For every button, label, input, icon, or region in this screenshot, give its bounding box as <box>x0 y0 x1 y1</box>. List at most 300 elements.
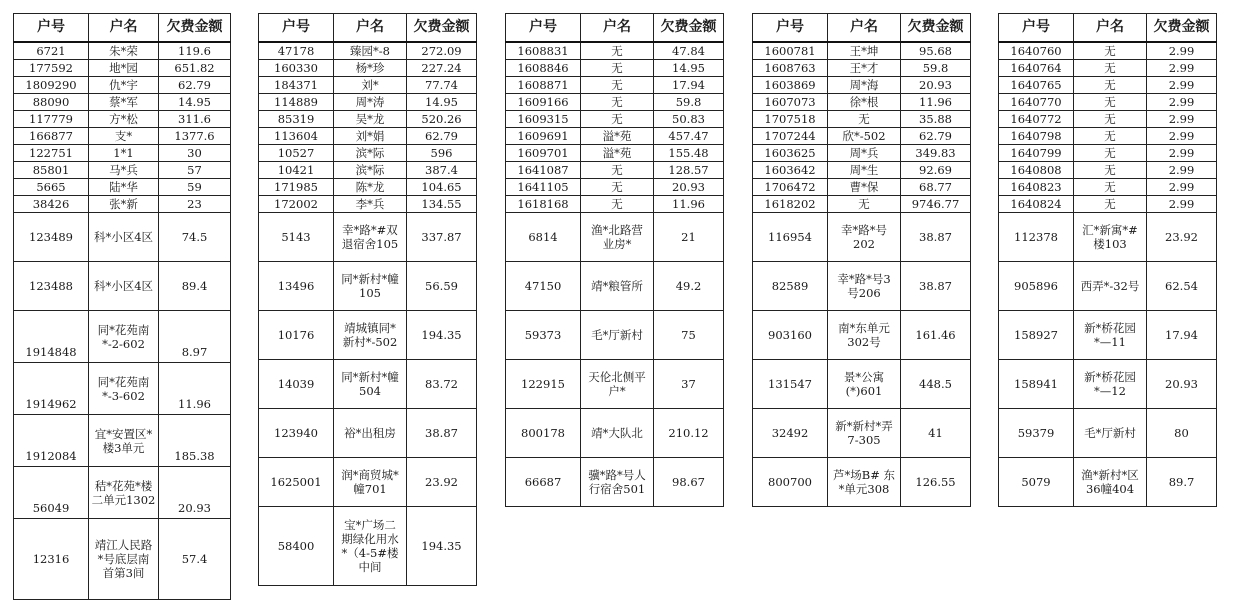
cell-arrears-amount: 2.99 <box>1147 162 1217 179</box>
cell-account-no: 58400 <box>259 507 334 586</box>
cell-arrears-amount: 194.35 <box>407 507 477 586</box>
cell-account-no: 85801 <box>14 162 89 179</box>
cell-arrears-amount: 520.26 <box>407 111 477 128</box>
cell-arrears-amount: 387.4 <box>407 162 477 179</box>
cell-account-no: 1640760 <box>999 42 1074 60</box>
cell-account-no: 123488 <box>14 262 89 311</box>
cell-account-name: 刘*娟 <box>334 128 407 145</box>
cell-account-no: 1609315 <box>506 111 581 128</box>
table-row <box>999 262 1217 311</box>
cell-account-name: 无 <box>1074 77 1147 94</box>
cell-account-name: 无 <box>1074 162 1147 179</box>
cell-arrears-amount: 596 <box>407 145 477 162</box>
table-row <box>14 519 231 600</box>
cell-account-name: 滨*际 <box>334 162 407 179</box>
table-row <box>506 360 724 409</box>
table-row <box>259 128 477 145</box>
table-row <box>753 77 971 94</box>
cell-arrears-amount: 337.87 <box>407 213 477 262</box>
header-account-no: 户号 <box>14 14 89 43</box>
table-row <box>506 42 724 60</box>
cell-account-no: 1640764 <box>999 60 1074 77</box>
cell-account-no: 10527 <box>259 145 334 162</box>
table-row <box>14 42 231 60</box>
cell-account-no: 1603625 <box>753 145 828 162</box>
header-account-name: 户名 <box>828 14 901 43</box>
table-row <box>14 162 231 179</box>
cell-account-name: 新*新村*弄 7-305 <box>828 409 901 458</box>
cell-arrears-amount: 35.88 <box>901 111 971 128</box>
table-row <box>259 145 477 162</box>
table-row <box>506 94 724 111</box>
table-row <box>506 409 724 458</box>
cell-arrears-amount: 17.94 <box>1147 311 1217 360</box>
cell-account-no: 85319 <box>259 111 334 128</box>
cell-account-name: 溢*苑 <box>581 145 654 162</box>
header-arrears-amount: 欠费金额 <box>407 14 477 43</box>
cell-account-name: 无 <box>1074 145 1147 162</box>
cell-account-no: 38426 <box>14 196 89 213</box>
cell-arrears-amount: 92.69 <box>901 162 971 179</box>
table-row <box>14 467 231 519</box>
header-row <box>753 14 971 43</box>
cell-arrears-amount: 20.93 <box>654 179 724 196</box>
cell-account-no: 158927 <box>999 311 1074 360</box>
cell-account-no: 1603869 <box>753 77 828 94</box>
arrears-table-5 <box>998 13 1217 507</box>
table-row <box>259 458 477 507</box>
table-row <box>14 415 231 467</box>
table-row <box>999 111 1217 128</box>
table-row <box>753 94 971 111</box>
cell-account-name: 支* <box>89 128 159 145</box>
header-arrears-amount: 欠费金额 <box>159 14 231 43</box>
cell-arrears-amount: 448.5 <box>901 360 971 409</box>
cell-arrears-amount: 8.97 <box>159 311 231 363</box>
cell-account-no: 1640798 <box>999 128 1074 145</box>
cell-arrears-amount: 11.96 <box>159 363 231 415</box>
cell-account-name: 王*坤 <box>828 42 901 60</box>
cell-account-name: 朱*荣 <box>89 42 159 60</box>
cell-arrears-amount: 62.79 <box>407 128 477 145</box>
cell-account-name: 仇*宇 <box>89 77 159 94</box>
cell-arrears-amount: 41 <box>901 409 971 458</box>
table-row <box>753 145 971 162</box>
table-row <box>14 145 231 162</box>
cell-account-no: 1914962 <box>14 363 89 415</box>
table-row <box>506 213 724 262</box>
cell-account-name: 同*花苑南 *-2-602 <box>89 311 159 363</box>
cell-account-no: 116954 <box>753 213 828 262</box>
cell-account-name: 周*兵 <box>828 145 901 162</box>
table-row <box>14 94 231 111</box>
table-row <box>999 77 1217 94</box>
table-row <box>259 162 477 179</box>
cell-account-name: 方*松 <box>89 111 159 128</box>
cell-account-no: 122915 <box>506 360 581 409</box>
cell-account-name: 周*涛 <box>334 94 407 111</box>
cell-account-name: 无 <box>581 111 654 128</box>
cell-account-name: 科*小区4区 <box>89 213 159 262</box>
header-arrears-amount: 欠费金额 <box>901 14 971 43</box>
cell-arrears-amount: 89.4 <box>159 262 231 311</box>
cell-arrears-amount: 62.79 <box>901 128 971 145</box>
cell-arrears-amount: 68.77 <box>901 179 971 196</box>
table-row <box>999 196 1217 213</box>
cell-account-no: 112378 <box>999 213 1074 262</box>
cell-arrears-amount: 98.67 <box>654 458 724 507</box>
cell-account-no: 172002 <box>259 196 334 213</box>
cell-account-no: 47178 <box>259 42 334 60</box>
cell-account-no: 123940 <box>259 409 334 458</box>
table-row <box>999 145 1217 162</box>
cell-arrears-amount: 62.79 <box>159 77 231 94</box>
cell-account-no: 5665 <box>14 179 89 196</box>
cell-account-name: 无 <box>581 42 654 60</box>
cell-account-no: 13496 <box>259 262 334 311</box>
table-row <box>14 262 231 311</box>
cell-arrears-amount: 95.68 <box>901 42 971 60</box>
arrears-table-1 <box>13 13 231 600</box>
cell-arrears-amount: 2.99 <box>1147 196 1217 213</box>
cell-account-no: 1618202 <box>753 196 828 213</box>
cell-account-no: 131547 <box>753 360 828 409</box>
cell-arrears-amount: 74.5 <box>159 213 231 262</box>
cell-account-no: 1706472 <box>753 179 828 196</box>
cell-account-no: 1707518 <box>753 111 828 128</box>
cell-arrears-amount: 38.87 <box>901 213 971 262</box>
cell-arrears-amount: 83.72 <box>407 360 477 409</box>
cell-account-no: 1640772 <box>999 111 1074 128</box>
cell-account-no: 66687 <box>506 458 581 507</box>
table-row <box>506 145 724 162</box>
table-row <box>259 94 477 111</box>
cell-account-name: 无 <box>581 179 654 196</box>
cell-account-name: 周*生 <box>828 162 901 179</box>
cell-arrears-amount: 57 <box>159 162 231 179</box>
cell-account-name: 毛*厅新村 <box>581 311 654 360</box>
table-row <box>506 60 724 77</box>
cell-account-name: 新*桥花园 *—12 <box>1074 360 1147 409</box>
cell-account-no: 88090 <box>14 94 89 111</box>
table-row <box>753 458 971 507</box>
table-row <box>753 162 971 179</box>
cell-arrears-amount: 56.59 <box>407 262 477 311</box>
table-row <box>14 111 231 128</box>
cell-arrears-amount: 23.92 <box>1147 213 1217 262</box>
cell-account-no: 1912084 <box>14 415 89 467</box>
cell-account-no: 1640770 <box>999 94 1074 111</box>
cell-account-no: 10176 <box>259 311 334 360</box>
cell-arrears-amount: 80 <box>1147 409 1217 458</box>
header-account-name: 户名 <box>581 14 654 43</box>
cell-account-no: 12316 <box>14 519 89 600</box>
cell-arrears-amount: 17.94 <box>654 77 724 94</box>
table-row <box>753 111 971 128</box>
cell-account-name: 无 <box>828 111 901 128</box>
cell-account-name: 天伦北侧平 户* <box>581 360 654 409</box>
cell-arrears-amount: 59 <box>159 179 231 196</box>
cell-arrears-amount: 20.93 <box>1147 360 1217 409</box>
header-account-no: 户号 <box>753 14 828 43</box>
cell-account-no: 1707244 <box>753 128 828 145</box>
cell-account-no: 59373 <box>506 311 581 360</box>
cell-account-name: 欣*-502 <box>828 128 901 145</box>
table-row <box>999 311 1217 360</box>
cell-arrears-amount: 38.87 <box>901 262 971 311</box>
table-row <box>259 179 477 196</box>
cell-account-no: 32492 <box>753 409 828 458</box>
cell-account-name: 骥*路*号人 行宿舍501 <box>581 458 654 507</box>
cell-arrears-amount: 194.35 <box>407 311 477 360</box>
table-row <box>259 311 477 360</box>
cell-arrears-amount: 14.95 <box>407 94 477 111</box>
cell-account-no: 1618168 <box>506 196 581 213</box>
cell-arrears-amount: 457.47 <box>654 128 724 145</box>
table-row <box>259 60 477 77</box>
cell-arrears-amount: 49.2 <box>654 262 724 311</box>
cell-account-name: 臻园*-8 <box>334 42 407 60</box>
cell-arrears-amount: 59.8 <box>654 94 724 111</box>
cell-account-no: 10421 <box>259 162 334 179</box>
cell-arrears-amount: 57.4 <box>159 519 231 600</box>
cell-arrears-amount: 30 <box>159 145 231 162</box>
cell-account-name: 润*商贸城* 幢701 <box>334 458 407 507</box>
cell-account-name: 同*新村*幢 504 <box>334 360 407 409</box>
cell-account-name: 幸*路*号 202 <box>828 213 901 262</box>
cell-account-no: 113604 <box>259 128 334 145</box>
cell-account-no: 1609691 <box>506 128 581 145</box>
cell-account-no: 114889 <box>259 94 334 111</box>
cell-account-name: 陆*华 <box>89 179 159 196</box>
cell-arrears-amount: 210.12 <box>654 409 724 458</box>
table-row <box>753 311 971 360</box>
cell-account-name: 刘* <box>334 77 407 94</box>
cell-account-no: 56049 <box>14 467 89 519</box>
header-account-name: 户名 <box>334 14 407 43</box>
table-row <box>259 111 477 128</box>
table-row <box>14 77 231 94</box>
cell-account-no: 184371 <box>259 77 334 94</box>
table-row <box>999 94 1217 111</box>
cell-account-name: 溢*苑 <box>581 128 654 145</box>
cell-account-name: 无 <box>1074 128 1147 145</box>
table-row <box>259 262 477 311</box>
cell-arrears-amount: 9746.77 <box>901 196 971 213</box>
cell-account-no: 1608846 <box>506 60 581 77</box>
table-row <box>506 458 724 507</box>
cell-account-no: 903160 <box>753 311 828 360</box>
table-row <box>506 262 724 311</box>
cell-arrears-amount: 227.24 <box>407 60 477 77</box>
cell-arrears-amount: 2.99 <box>1147 179 1217 196</box>
cell-account-name: 吴*龙 <box>334 111 407 128</box>
cell-arrears-amount: 75 <box>654 311 724 360</box>
table-row <box>753 360 971 409</box>
cell-account-name: 幸*路*#双 退宿舍105 <box>334 213 407 262</box>
cell-account-no: 800700 <box>753 458 828 507</box>
cell-account-name: 渔*新村*区 36幢404 <box>1074 458 1147 507</box>
table-row <box>14 60 231 77</box>
cell-arrears-amount: 2.99 <box>1147 60 1217 77</box>
cell-account-no: 6814 <box>506 213 581 262</box>
table-row <box>259 409 477 458</box>
arrears-table-4 <box>752 13 971 507</box>
header-account-name: 户名 <box>1074 14 1147 43</box>
cell-account-no: 166877 <box>14 128 89 145</box>
cell-account-no: 1641087 <box>506 162 581 179</box>
arrears-table-2 <box>258 13 477 586</box>
header-account-name: 户名 <box>89 14 159 43</box>
cell-account-no: 158941 <box>999 360 1074 409</box>
cell-arrears-amount: 2.99 <box>1147 42 1217 60</box>
cell-account-no: 1608763 <box>753 60 828 77</box>
cell-arrears-amount: 62.54 <box>1147 262 1217 311</box>
cell-account-name: 王*才 <box>828 60 901 77</box>
cell-account-no: 122751 <box>14 145 89 162</box>
table-row <box>999 213 1217 262</box>
cell-account-name: 无 <box>1074 94 1147 111</box>
cell-account-name: 汇*新寓*# 楼103 <box>1074 213 1147 262</box>
cell-arrears-amount: 23 <box>159 196 231 213</box>
table-row <box>753 213 971 262</box>
table-row <box>14 128 231 145</box>
table-row <box>259 507 477 586</box>
cell-arrears-amount: 2.99 <box>1147 128 1217 145</box>
cell-arrears-amount: 50.83 <box>654 111 724 128</box>
cell-account-name: 张*新 <box>89 196 159 213</box>
cell-account-no: 82589 <box>753 262 828 311</box>
cell-account-no: 6721 <box>14 42 89 60</box>
cell-account-name: 芦*场B# 东 *单元308 <box>828 458 901 507</box>
header-arrears-amount: 欠费金额 <box>1147 14 1217 43</box>
cell-account-name: 陈*龙 <box>334 179 407 196</box>
cell-account-name: 无 <box>581 60 654 77</box>
table-row <box>999 458 1217 507</box>
cell-account-no: 1640824 <box>999 196 1074 213</box>
cell-account-name: 宜*安置区* 楼3单元 <box>89 415 159 467</box>
header-row <box>999 14 1217 43</box>
cell-account-no: 1809290 <box>14 77 89 94</box>
cell-account-no: 1609701 <box>506 145 581 162</box>
table-row <box>753 409 971 458</box>
cell-account-name: 地*园 <box>89 60 159 77</box>
table-row <box>259 360 477 409</box>
header-row <box>506 14 724 43</box>
cell-account-name: 曹*保 <box>828 179 901 196</box>
cell-account-name: 马*兵 <box>89 162 159 179</box>
table-row <box>506 162 724 179</box>
cell-account-no: 1640823 <box>999 179 1074 196</box>
table-row <box>506 311 724 360</box>
cell-arrears-amount: 104.65 <box>407 179 477 196</box>
table-row <box>753 179 971 196</box>
table-row <box>999 179 1217 196</box>
header-row <box>14 14 231 43</box>
table-row <box>753 60 971 77</box>
cell-account-no: 1608871 <box>506 77 581 94</box>
cell-account-name: 同*花苑南 *-3-602 <box>89 363 159 415</box>
cell-account-name: 靖*粮管所 <box>581 262 654 311</box>
cell-account-name: 无 <box>581 196 654 213</box>
cell-arrears-amount: 119.6 <box>159 42 231 60</box>
header-account-no: 户号 <box>259 14 334 43</box>
cell-arrears-amount: 2.99 <box>1147 111 1217 128</box>
cell-arrears-amount: 128.57 <box>654 162 724 179</box>
cell-arrears-amount: 20.93 <box>159 467 231 519</box>
table-row <box>259 213 477 262</box>
cell-account-no: 1608831 <box>506 42 581 60</box>
cell-account-name: 西弄*-32号 <box>1074 262 1147 311</box>
table-row <box>506 196 724 213</box>
cell-account-no: 59379 <box>999 409 1074 458</box>
header-account-no: 户号 <box>506 14 581 43</box>
cell-account-name: 周*海 <box>828 77 901 94</box>
cell-arrears-amount: 155.48 <box>654 145 724 162</box>
cell-account-no: 5143 <box>259 213 334 262</box>
table-row <box>999 42 1217 60</box>
table-row <box>14 363 231 415</box>
table-row <box>753 42 971 60</box>
cell-account-name: 滨*际 <box>334 145 407 162</box>
cell-account-name: 无 <box>1074 196 1147 213</box>
cell-arrears-amount: 272.09 <box>407 42 477 60</box>
cell-account-no: 1640799 <box>999 145 1074 162</box>
cell-arrears-amount: 77.74 <box>407 77 477 94</box>
table-row <box>506 179 724 196</box>
cell-account-name: 科*小区4区 <box>89 262 159 311</box>
cell-account-name: 杨*珍 <box>334 60 407 77</box>
cell-arrears-amount: 2.99 <box>1147 77 1217 94</box>
table-row <box>506 77 724 94</box>
cell-arrears-amount: 21 <box>654 213 724 262</box>
cell-account-no: 177592 <box>14 60 89 77</box>
table-row <box>753 128 971 145</box>
table-row <box>14 213 231 262</box>
table-row <box>259 42 477 60</box>
cell-arrears-amount: 11.96 <box>901 94 971 111</box>
cell-account-no: 1607073 <box>753 94 828 111</box>
cell-account-name: 无 <box>1074 179 1147 196</box>
table-row <box>999 128 1217 145</box>
cell-arrears-amount: 161.46 <box>901 311 971 360</box>
cell-arrears-amount: 2.99 <box>1147 145 1217 162</box>
cell-arrears-amount: 59.8 <box>901 60 971 77</box>
cell-account-no: 1640765 <box>999 77 1074 94</box>
cell-arrears-amount: 20.93 <box>901 77 971 94</box>
arrears-table-3 <box>505 13 724 507</box>
table-row <box>14 179 231 196</box>
cell-arrears-amount: 134.55 <box>407 196 477 213</box>
cell-arrears-amount: 2.99 <box>1147 94 1217 111</box>
cell-account-name: 幸*路*号3 号206 <box>828 262 901 311</box>
cell-account-name: 新*桥花园 *—11 <box>1074 311 1147 360</box>
cell-arrears-amount: 651.82 <box>159 60 231 77</box>
cell-arrears-amount: 1377.6 <box>159 128 231 145</box>
cell-account-name: 同*新村*幢 105 <box>334 262 407 311</box>
table-row <box>753 196 971 213</box>
cell-account-name: 毛*厅新村 <box>1074 409 1147 458</box>
cell-account-name: 无 <box>581 77 654 94</box>
cell-arrears-amount: 11.96 <box>654 196 724 213</box>
cell-account-name: 1*1 <box>89 145 159 162</box>
cell-account-name: 李*兵 <box>334 196 407 213</box>
cell-arrears-amount: 37 <box>654 360 724 409</box>
table-row <box>506 111 724 128</box>
cell-account-no: 5079 <box>999 458 1074 507</box>
cell-account-name: 无 <box>581 162 654 179</box>
cell-account-name: 无 <box>1074 42 1147 60</box>
